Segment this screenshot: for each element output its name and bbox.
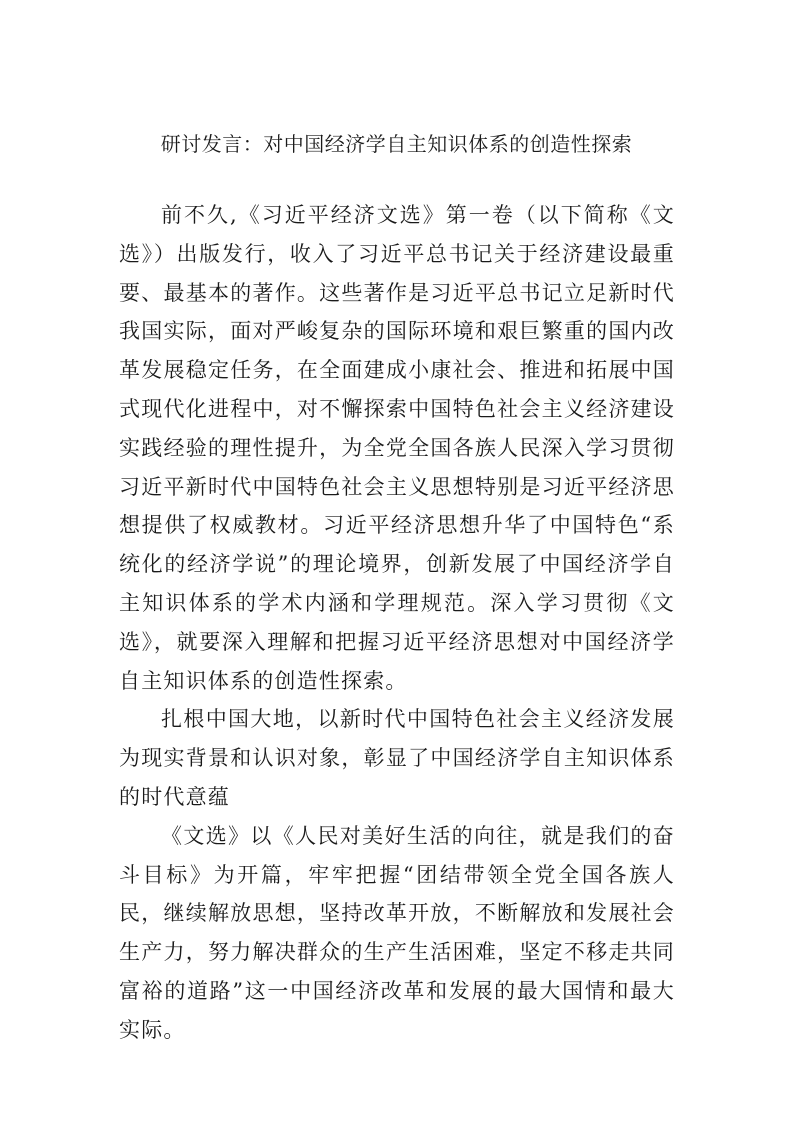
document-body	[119, 196, 675, 1050]
paragraph-3: 《文选》以《人民对美好生活的向往，就是我们的奋斗目标》为开篇，牢牢把握“团结带领全党全国各族人民，继续解放思想，坚持改革开放，不断解放和发展社会生产力，努力解决群众的生产生活困难，坚定不移走共同富裕的道路”这一中国经济改革和发展的最大国情和最大实际。	[119, 823, 675, 1042]
paragraph-1: 前不久,《习近平经济文选》第一卷（以下简称《文选》）出版发行，收入了习近平总书记关于经济建设最重要、最基本的著作。这些著作是习近平总书记立足新时代我国实际，面对严峻复杂的国际环境和艰巨繁重的国内改革发展稳定任务，在全面建成小康社会、推进和拓展中国式现代化进程中，对不懈探索中国特色社会主义经济建设实践经验的理性提升，为全党全国各族人民深入学习贯彻习近平新时代中国特色社会主义思想特别是习近平经济思想提供了权威教材。习近平经济思想升华了中国特色“系统化的经济学说”的理论境界，创新发展了中国经济学自主知识体系的学术内涵和学理规范。深入学习贯彻《文选》，就要深入理解和把握习近平经济思想对中国经济学自主知识体系的创造性探索。	[119, 203, 675, 693]
document-title: 研讨发言：对中国经济学自主知识体系的创造性探索	[160, 132, 633, 156]
paragraph-2: 扎根中国大地，以新时代中国特色社会主义经济发展为现实背景和认识对象，彰显了中国经济学自主知识体系的时代意蕴	[119, 707, 675, 809]
